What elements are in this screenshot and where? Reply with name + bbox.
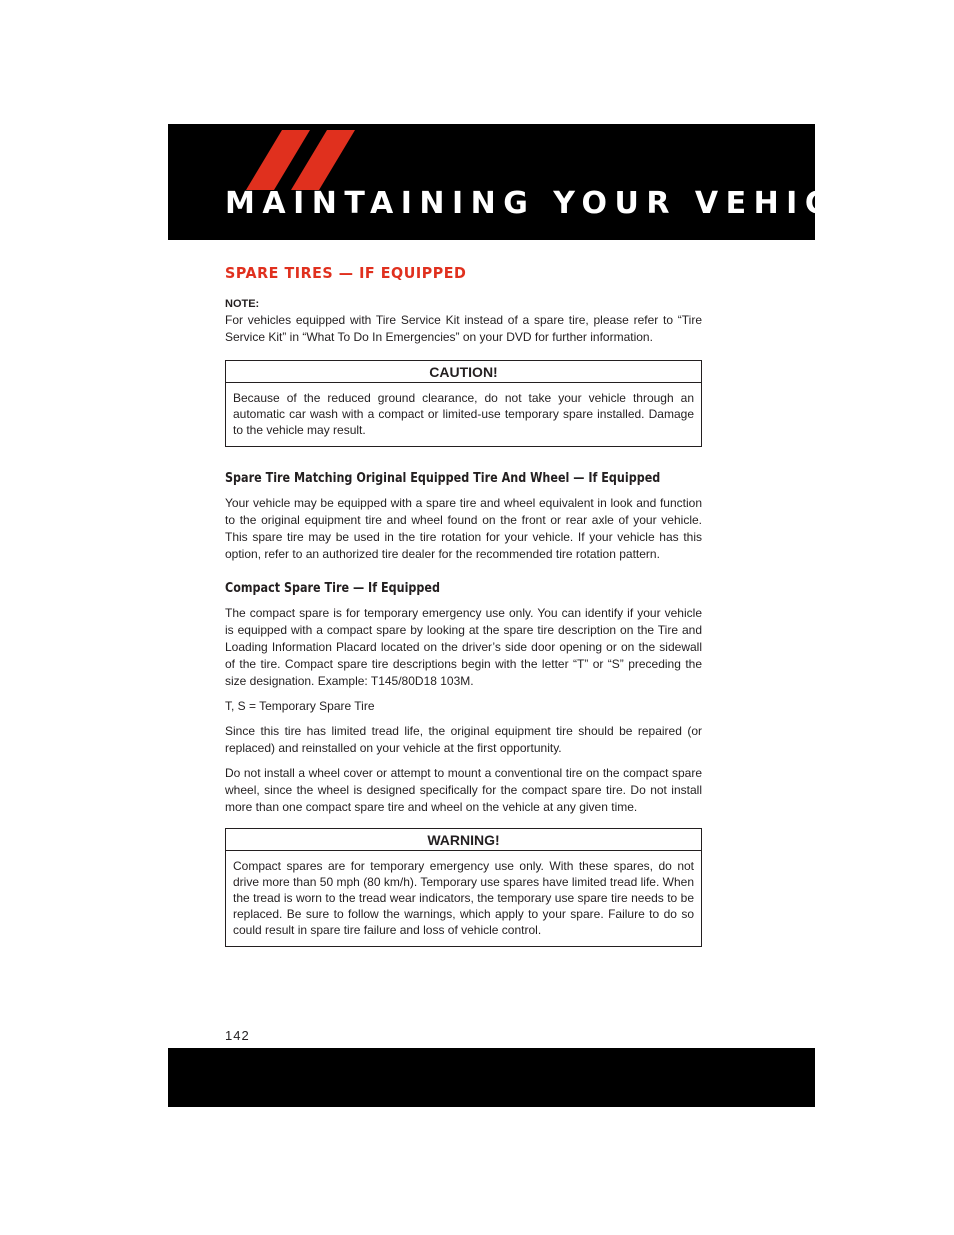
caution-box — [225, 360, 702, 447]
chapter-title: MAINTAINING YOUR VEHICLE — [225, 186, 889, 221]
compact-paragraph: T, S = Temporary Spare Tire — [225, 699, 375, 713]
compact-paragraph: Since this tire has limited tread life, the original equipment tire should be repaired (or replaced) and reinstalled on your vehicle at the first opportunity. — [225, 724, 702, 755]
compact-heading: Compact Spare Tire — If Equipped — [225, 581, 440, 596]
footer-bar — [168, 1048, 815, 1107]
note-label: NOTE: — [225, 298, 260, 310]
caution-body — [226, 383, 701, 446]
warning-body — [226, 851, 701, 946]
page-number: 142 — [225, 1028, 250, 1043]
warning-box — [225, 828, 702, 947]
caution-heading: CAUTION! — [226, 361, 701, 383]
compact-paragraph: The compact spare is for temporary emergency use only. You can identify if your vehicle is equipped with a compact spare by looking at the spare tire description on the Tire and Loading Information Placard located on the driver’s side door opening or on the sidewall of the tire. Compact spare tire descriptions begin with the letter “T” or “S” preceding the size designation. Example: T145/80D18 103M. — [225, 606, 702, 688]
caution-text: Because of the reduced ground clearance, do not take your vehicle through an automatic car wash with a compact or limited-use temporary spare installed. Damage to the vehicle may result. — [233, 391, 694, 437]
racing-stripes-logo — [246, 130, 361, 190]
chapter-header — [168, 124, 889, 240]
page-content — [225, 264, 702, 947]
warning-text: Compact spares are for temporary emergency use only. With these spares, do not drive more than 50 mph (80 km/h). Temporary use spares have limited tread life. When the tread is worn to the tread wear indicators, the temporary use spare tire needs to be replaced. Be sure to follow the warnings, which apply to your spare. Failure to do so could result in spare tire failure and loss of vehicle control. — [233, 859, 694, 937]
matching-heading: Spare Tire Matching Original Equipped Tire And Wheel — If Equipped — [225, 471, 661, 486]
section-title: SPARE TIRES — IF EQUIPPED — [225, 264, 467, 282]
note-text: For vehicles equipped with Tire Service Kit instead of a spare tire, please refer to “Tire Service Kit” in “What To Do In Emergencies” on your DVD for further information. — [225, 313, 702, 344]
warning-heading: WARNING! — [226, 829, 701, 851]
matching-text: Your vehicle may be equipped with a spare tire and wheel equivalent in look and function to the original equipment tire and wheel found on the front or rear axle of your vehicle. This spare tire may be used in the tire rotation for your vehicle. If your vehicle has this option, refer to an authorized tire dealer for the recommended tire rotation pattern. — [225, 496, 702, 561]
compact-paragraph: Do not install a wheel cover or attempt to mount a conventional tire on the compact spare wheel, since the wheel is designed specifically for the compact spare tire. Do not install more than one compact spare tire and wheel on the vehicle at any given time. — [225, 766, 702, 814]
